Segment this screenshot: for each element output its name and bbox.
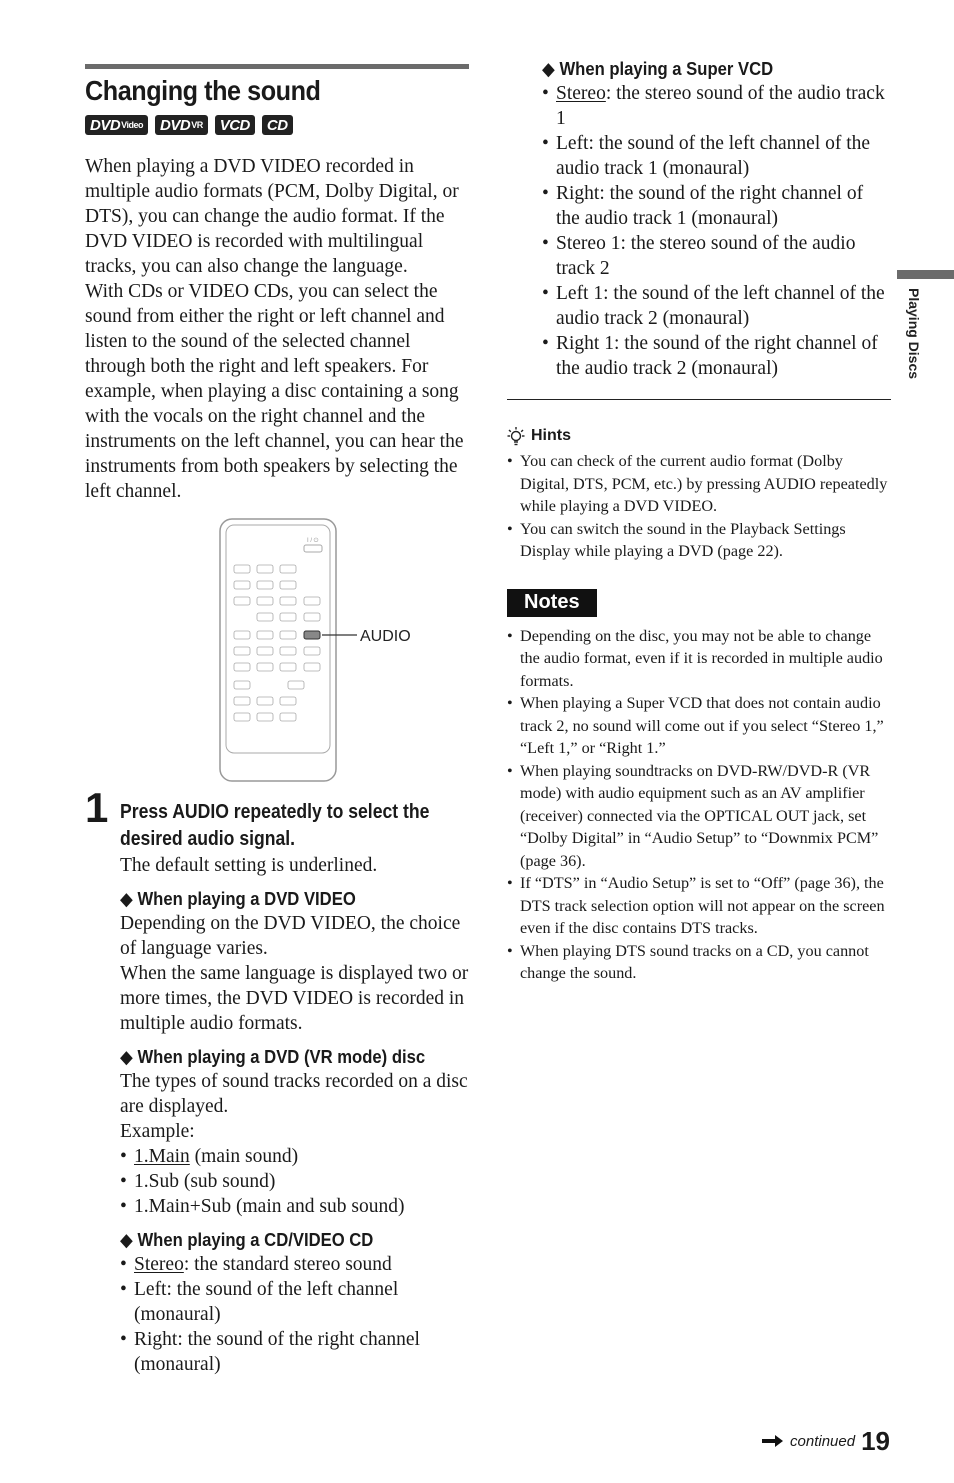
list-item: • When playing soundtracks on DVD-RW/DVD-R (VR mode) with audio equipment such as an AV amplifier (receiver) connected via the OPTICAL OUT jack, set “Dolby Digital” in “Audio Setup” to “Downmix PCM” (page 36). (507, 760, 891, 873)
disc-type-badges (85, 115, 469, 135)
continued-label: continued (790, 1432, 856, 1450)
section-tab-label: Playing Discs (906, 288, 922, 380)
hints-list (507, 450, 891, 563)
notes-heading: Notes (507, 589, 597, 617)
title-rule (85, 64, 469, 69)
subheading-dvd-vr: ◆ When playing a DVD (VR mode) disc (120, 1046, 426, 1067)
section-tab-bar (897, 270, 954, 279)
list-item: • You can check of the current audio format (Dolby Digital, DTS, PCM, etc.) by pressing AUDIO repeatedly while playing a DVD VIDEO. (507, 450, 891, 518)
svcd-list (542, 81, 891, 381)
list-item: • Right: the sound of the right channel (monaural) (120, 1327, 469, 1377)
cd-vcd-list (120, 1252, 469, 1377)
section-divider (507, 399, 891, 400)
hints-heading (507, 426, 891, 446)
dvd-video-paragraph: Depending on the DVD VIDEO, the choice of language varies. (120, 913, 461, 959)
intro-paragraph: When playing a DVD VIDEO recorded in multiple audio formats (PCM, Dolby Digital, or DTS), you can change the audio format. If the DVD VIDEO is recorded with multilingual tracks, you can also change the language. (85, 156, 459, 277)
remote-figure (85, 517, 469, 787)
subheading-cd-vcd: ◆ When playing a CD/VIDEO CD (120, 1229, 374, 1250)
hints-label: Hints (531, 427, 571, 444)
dvd-vr-list (120, 1144, 469, 1219)
list-item: • Stereo: the stereo sound of the audio track 1 (542, 81, 891, 131)
list-item: • Left: the sound of the left channel (monaural) (120, 1277, 469, 1327)
badge-vcd: VCD (215, 115, 255, 135)
list-item: • Stereo 1: the stereo sound of the audio track 2 (542, 231, 891, 281)
page-number: 19 (861, 1425, 890, 1456)
list-item: • Left: the sound of the left channel of the audio track 1 (monaural) (542, 131, 891, 181)
audio-button-highlight (304, 631, 320, 639)
list-item: • Right: the sound of the right channel of the audio track 1 (monaural) (542, 181, 891, 231)
dvd-vr-example-label: Example: (120, 1121, 195, 1142)
default-note: The default setting is underlined. (120, 855, 378, 876)
page-footer (755, 1426, 890, 1456)
list-item: • Depending on the disc, you may not be able to change the audio format, even if it is recorded in multiple audio formats. (507, 625, 891, 693)
list-item: • If “DTS” in “Audio Setup” is set to “Off” (page 36), the DTS track selection option will not appear on the screen even if the disc contains DTS tracks. (507, 872, 891, 940)
subheading-svcd: ◆ When playing a Super VCD (542, 58, 774, 79)
step-1 (85, 784, 469, 1377)
list-item: • You can switch the sound in the Playback Settings Display while playing a DVD (page 22). (507, 518, 891, 563)
dvd-vr-paragraph: The types of sound tracks recorded on a disc are displayed. (120, 1071, 468, 1117)
list-item: • Stereo: the standard stereo sound (120, 1252, 469, 1277)
badge-dvd-video: DVD Video (85, 115, 148, 135)
page-title: Changing the sound (85, 75, 321, 106)
list-item: • 1.Main+Sub (main and sub sound) (120, 1194, 469, 1219)
lightbulb-icon (507, 426, 525, 446)
power-label: I / ⏻ (307, 538, 319, 544)
dvd-video-paragraph-2: When the same language is displayed two or more times, the DVD VIDEO is recorded in multiple audio formats. (120, 963, 469, 1034)
intro-paragraph-2: With CDs or VIDEO CDs, you can select the sound from either the right or left channel and listen to the sound of the selected channel through both the right and left speakers. For example, when playing a disc containing a song with the vocals on the right channel and the instruments on the left channel, you can hear the instruments from both speakers by selecting the left channel. (85, 281, 464, 502)
step-heading: Press AUDIO repeatedly to select the desired audio signal. (120, 801, 430, 850)
remote-control-illustration (85, 517, 469, 787)
badge-cd: CD (262, 115, 293, 135)
list-item: • When playing DTS sound tracks on a CD, you cannot change the sound. (507, 940, 891, 985)
left-column (85, 64, 469, 1377)
arrow-right-icon (762, 1434, 784, 1448)
list-item: • Right 1: the sound of the right channel of the audio track 2 (monaural) (542, 331, 891, 381)
subheading-dvd-video: ◆ When playing a DVD VIDEO (120, 888, 356, 909)
list-item: • 1.Sub (sub sound) (120, 1169, 469, 1194)
badge-dvd-vr: DVD VR (155, 115, 208, 135)
list-item: • Left 1: the sound of the left channel of the audio track 2 (monaural) (542, 281, 891, 331)
audio-callout-label: AUDIO (360, 628, 411, 645)
list-item: • When playing a Super VCD that does not contain audio track 2, no sound will come out if you select “Stereo 1,” “Left 1,” or “Right 1.” (507, 692, 891, 760)
step-number: 1 (85, 784, 109, 831)
list-item: • 1.Main (main sound) (120, 1144, 469, 1169)
right-column (507, 56, 891, 985)
notes-list (507, 625, 891, 985)
